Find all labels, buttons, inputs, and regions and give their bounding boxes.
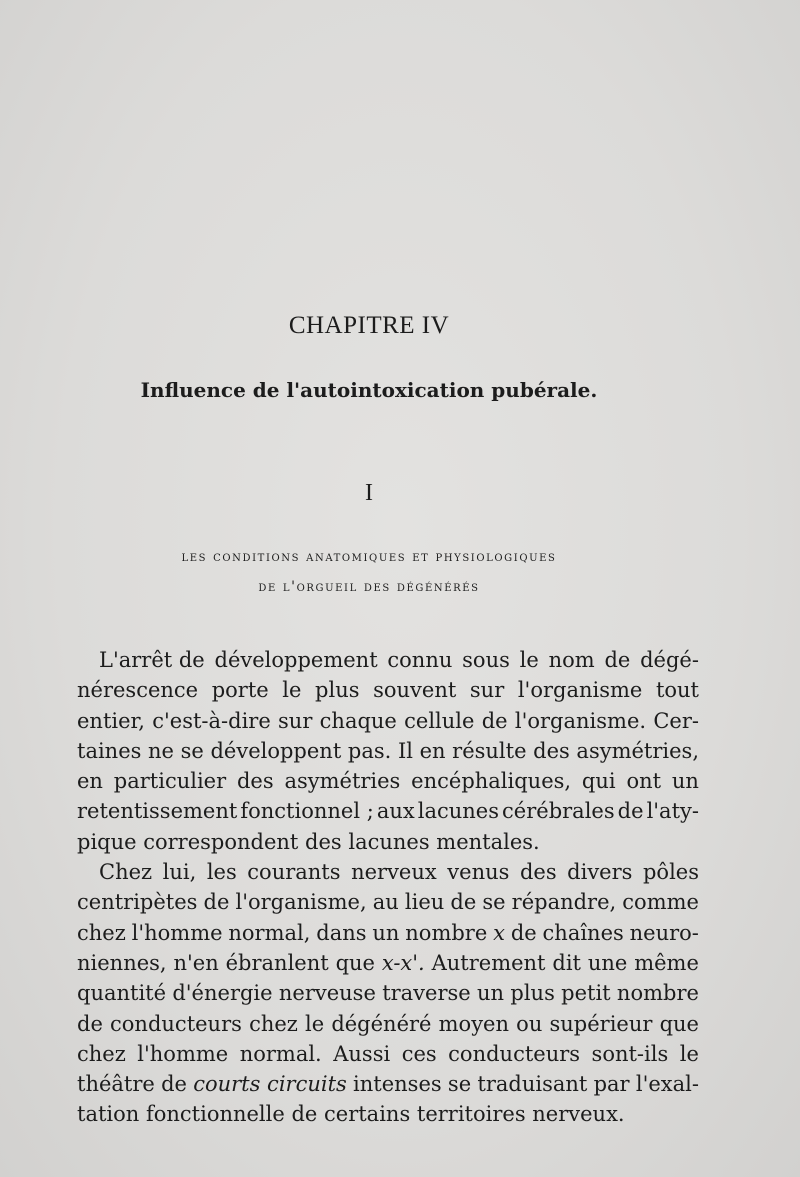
- word: souvent: [373, 678, 457, 703]
- word: cérébrales: [502, 799, 615, 824]
- word: un: [671, 769, 699, 794]
- word: lieu: [404, 890, 445, 915]
- word: venus: [447, 860, 510, 885]
- word: chez: [249, 1011, 298, 1036]
- word: ne: [148, 738, 174, 763]
- word: de: [450, 890, 477, 915]
- word: moyen: [438, 1011, 510, 1036]
- word: en: [77, 769, 103, 794]
- word: ces: [401, 1041, 437, 1066]
- word: dégé-: [640, 648, 699, 672]
- word: développement: [214, 648, 378, 672]
- word: par: [593, 1072, 630, 1097]
- word: sont-ils: [591, 1041, 669, 1066]
- word: que: [335, 950, 375, 975]
- word: nerveuse: [278, 981, 376, 1006]
- word: Aussi: [333, 1041, 391, 1066]
- word: supérieur: [549, 1011, 653, 1036]
- word: fonctionnel ;: [240, 799, 374, 824]
- word: tout: [655, 678, 699, 703]
- word: résulte: [452, 738, 527, 763]
- word: l'organisme: [517, 678, 643, 703]
- word: de: [77, 1011, 103, 1036]
- word: x-x'.: [381, 950, 425, 975]
- word: les: [206, 860, 237, 885]
- text-line: [77, 766, 699, 796]
- word: c'est-à-dire: [152, 708, 271, 733]
- word: des: [533, 738, 570, 763]
- word: porte: [211, 678, 269, 703]
- word: l'organisme,: [235, 890, 367, 915]
- word: que: [659, 1011, 699, 1036]
- word: l'homme: [137, 1041, 229, 1066]
- text-line: [77, 1099, 699, 1129]
- text-line: [77, 706, 699, 736]
- word: le: [679, 1041, 699, 1066]
- word: courts circuits: [193, 1072, 347, 1097]
- word: chaînes: [542, 920, 624, 945]
- word: Cer-: [653, 708, 699, 733]
- text-line: [77, 1069, 699, 1099]
- word: connu: [387, 648, 453, 672]
- text-line: [77, 736, 699, 766]
- word: de: [617, 799, 644, 824]
- word: se: [180, 738, 204, 763]
- word: un: [372, 920, 400, 945]
- word: l'aty-: [646, 799, 699, 824]
- word: se: [447, 1072, 472, 1097]
- word: niennes,: [77, 950, 167, 975]
- word: conducteurs: [448, 1041, 581, 1066]
- word: petit: [561, 981, 611, 1006]
- word: nérescence: [77, 678, 199, 703]
- chapter-subtitle: Influence de l'autointoxication pubérale.: [140, 378, 598, 402]
- word: sous: [462, 648, 510, 672]
- word: le: [282, 678, 302, 703]
- body-text: [77, 645, 699, 1130]
- word: des: [236, 769, 274, 794]
- word: répandre,: [511, 890, 617, 915]
- word: dit: [552, 950, 581, 975]
- word: Il: [397, 738, 413, 763]
- word: normal,: [228, 920, 311, 945]
- word: traduisant: [477, 1072, 588, 1097]
- word: cellule: [404, 708, 475, 733]
- text-line: [77, 1009, 699, 1039]
- word: se: [482, 890, 506, 915]
- word: nombre: [405, 920, 488, 945]
- word: nerveux: [351, 860, 437, 885]
- text-line: [77, 918, 699, 948]
- word: de: [203, 890, 230, 915]
- word: un: [477, 981, 505, 1006]
- word: de: [481, 708, 508, 733]
- text-line: [77, 948, 699, 978]
- word: sur: [278, 708, 313, 733]
- section-heading: [0, 542, 738, 602]
- word: ont: [626, 769, 662, 794]
- word: normal.: [239, 1041, 322, 1066]
- word: traverse: [382, 981, 471, 1006]
- word: théâtre: [77, 1072, 155, 1097]
- word: lui,: [162, 860, 197, 885]
- word: l'exal-: [635, 1072, 699, 1097]
- text-line: [77, 827, 699, 857]
- text-line: [77, 675, 699, 705]
- word: l'homme: [131, 920, 223, 945]
- word: divers: [567, 860, 633, 885]
- text-line: [77, 887, 699, 917]
- word: au: [372, 890, 399, 915]
- word: une: [587, 950, 628, 975]
- paragraph: [77, 645, 699, 857]
- text-line: [77, 1039, 699, 1069]
- word: Chez: [99, 860, 153, 885]
- word: L'arrêt de: [99, 648, 205, 672]
- word: neuro-: [629, 920, 699, 945]
- chapter-title: CHAPITRE IV: [288, 312, 450, 339]
- word: retentissement: [77, 799, 238, 824]
- word: sur: [469, 678, 505, 703]
- word: Autrement: [431, 950, 546, 975]
- word: pique correspondent des lacunes mentales.: [77, 829, 540, 854]
- word: l'organisme.: [514, 708, 647, 733]
- word: plus: [315, 678, 360, 703]
- word: courants: [247, 860, 341, 885]
- word: conducteurs: [110, 1011, 242, 1036]
- word: nombre: [616, 981, 699, 1006]
- word: centripètes: [77, 890, 198, 915]
- word: quantité: [77, 981, 167, 1006]
- text-line: [77, 978, 699, 1008]
- word: dégénéré: [331, 1011, 432, 1036]
- word: en: [419, 738, 446, 763]
- word: de: [161, 1072, 187, 1097]
- word: d'énergie: [172, 981, 273, 1006]
- word: x: [493, 920, 505, 945]
- word: chaque: [319, 708, 397, 733]
- word: le: [305, 1011, 325, 1036]
- word: nom: [548, 648, 595, 672]
- word: ébranlent: [225, 950, 329, 975]
- word: comme: [622, 890, 699, 915]
- word: dans: [316, 920, 367, 945]
- word: asymétries: [284, 769, 401, 794]
- word: de: [510, 920, 537, 945]
- word: développent: [210, 738, 342, 763]
- text-line: [77, 796, 699, 826]
- word: n'en: [173, 950, 219, 975]
- word: plus: [510, 981, 555, 1006]
- word: intenses: [353, 1072, 442, 1097]
- word: ou: [516, 1011, 543, 1036]
- text-line: [77, 857, 699, 887]
- section-heading-line: les conditions anatomiques et physiologiques: [181, 549, 557, 565]
- word: de: [604, 648, 631, 672]
- word: tation fonctionnelle de certains territoires nerveux.: [77, 1102, 625, 1127]
- paragraph: [77, 857, 699, 1130]
- section-number: I: [365, 480, 373, 506]
- word: entier,: [77, 708, 145, 733]
- word: particulier: [113, 769, 227, 794]
- word: pôles: [642, 860, 699, 885]
- word: chez: [77, 1041, 126, 1066]
- word: asymétries,: [576, 738, 699, 763]
- word: pas.: [347, 738, 392, 763]
- word: taines: [77, 738, 142, 763]
- word: qui: [581, 769, 616, 794]
- word: lacunes: [417, 799, 500, 824]
- section-heading-line: de l'orgueil des dégénérés: [258, 579, 480, 595]
- word: encéphaliques,: [411, 769, 572, 794]
- word: même: [634, 950, 699, 975]
- word: des: [519, 860, 557, 885]
- word: aux: [376, 799, 415, 824]
- text-line: [77, 645, 699, 675]
- word: le: [519, 648, 539, 672]
- word: chez: [77, 920, 126, 945]
